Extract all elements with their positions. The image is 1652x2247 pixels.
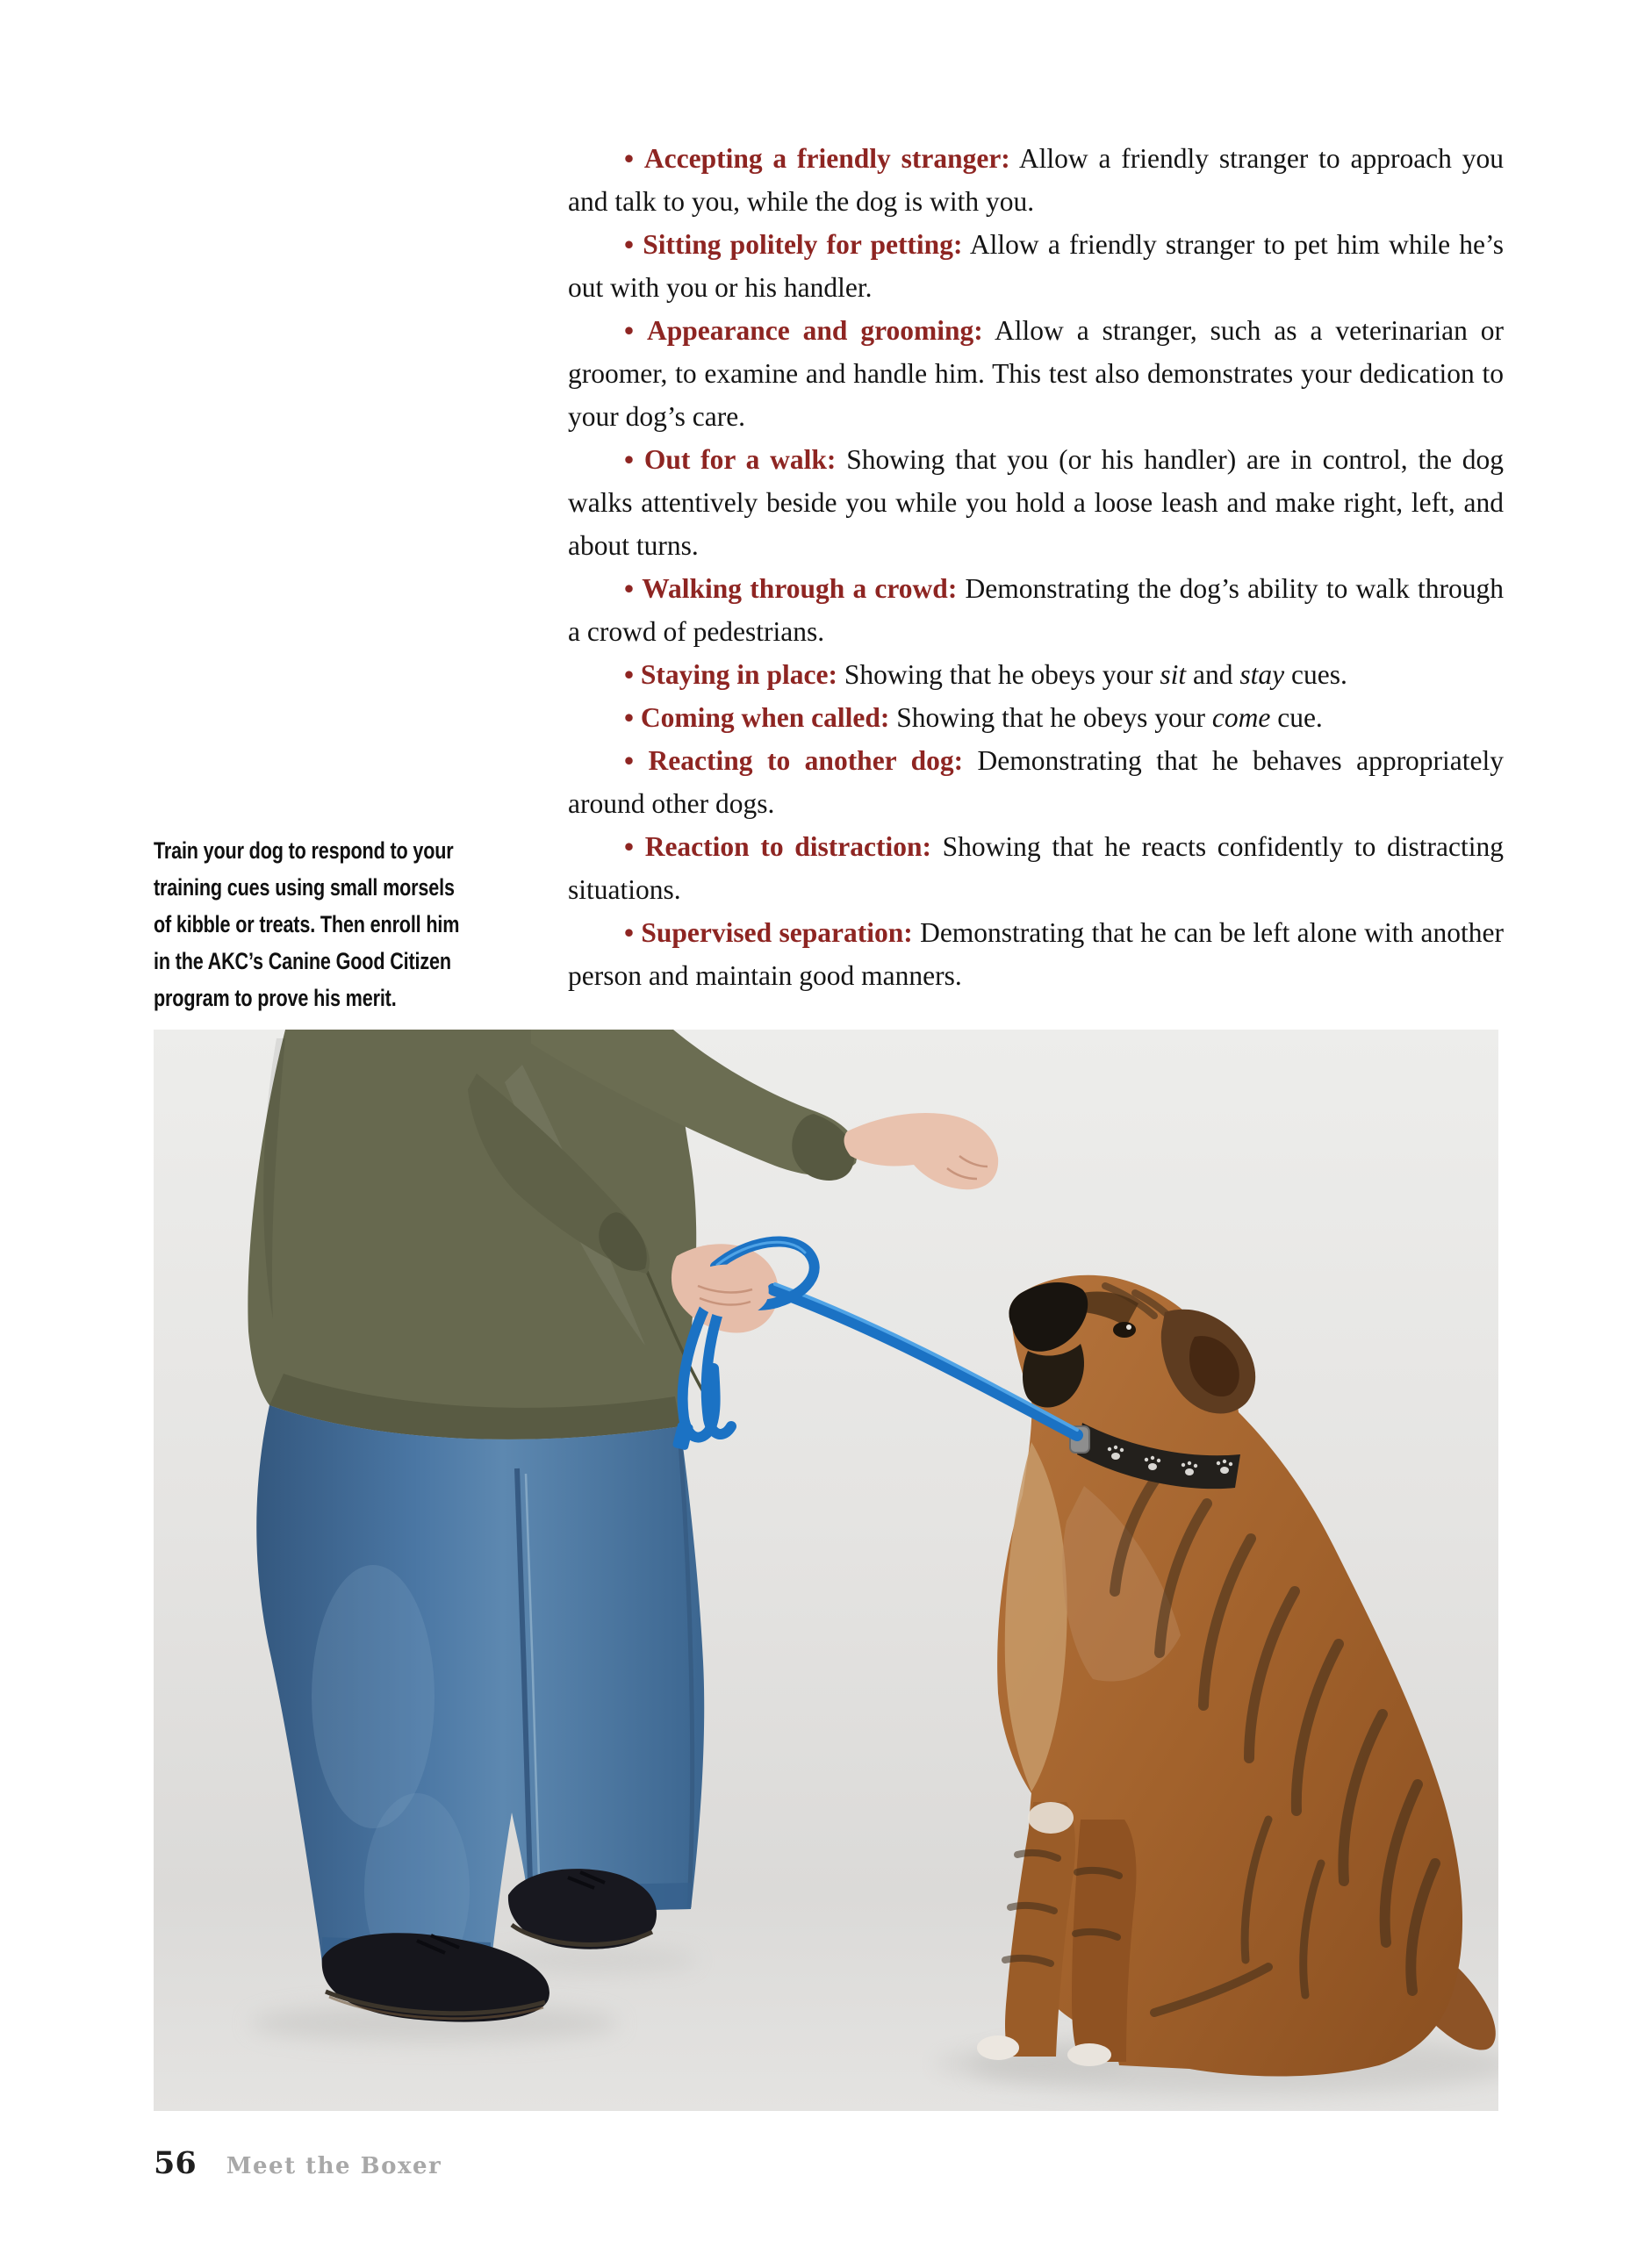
book-title: Meet the Boxer — [226, 2153, 442, 2179]
white-paw — [1067, 2043, 1111, 2066]
item-text: cues. — [1284, 659, 1347, 690]
bullet-item — [568, 438, 1504, 567]
bullet-icon: • — [624, 831, 645, 862]
item-lead: Sitting politely for petting: — [643, 229, 963, 260]
item-text: cue. — [1270, 702, 1323, 733]
item-lead: Appearance and grooming: — [646, 315, 983, 346]
item-lead: Walking through a crowd: — [642, 573, 958, 604]
item-text: stay — [1239, 659, 1285, 690]
training-photo-art — [154, 1030, 1498, 2111]
item-text: Allow a friendly stranger to approach you and talk to you, while the dog is with you. — [568, 143, 1504, 217]
caption-line: Train your dog to respond to your — [154, 837, 454, 864]
item-text: Allow a stranger, such as a veterinarian or groomer, to examine and handle him. This test also demonstrates your dedication to your dog’s care. — [568, 315, 1505, 432]
bullet-icon: • — [624, 745, 649, 776]
cgc-test-list — [568, 137, 1504, 997]
bullet-icon: • — [624, 229, 643, 260]
item-text: come — [1211, 702, 1271, 733]
item-text: and — [1186, 659, 1240, 690]
bullet-icon: • — [624, 315, 647, 346]
bullet-item — [568, 223, 1504, 309]
item-lead: Accepting a friendly stranger: — [643, 143, 1010, 174]
white-paw — [977, 2035, 1019, 2060]
bullet-icon: • — [624, 917, 642, 948]
dog-eye — [1113, 1322, 1136, 1338]
caption-line: training cues using small morsels — [154, 874, 455, 901]
item-lead: Coming when called: — [640, 702, 890, 733]
bullet-item — [568, 653, 1504, 696]
item-lead: Reacting to another dog: — [648, 745, 964, 776]
item-lead: Reaction to distraction: — [644, 831, 931, 862]
item-text: Allow a friendly stranger to pet him while he’s out with you or his handler. — [568, 229, 1504, 303]
item-text: Demonstrating that he can be left alone with another person and maintain good manners. — [568, 917, 1504, 991]
bullet-item — [568, 911, 1504, 997]
item-text: sit — [1160, 659, 1187, 690]
bullet-icon: • — [624, 573, 643, 604]
item-text: Showing that you (or his handler) are in control, the dog walks attentively beside you while you hold a loose leash and make right, left, and about turns. — [568, 444, 1505, 561]
page-footer — [154, 2145, 442, 2181]
item-text: Showing that he reacts confidently to distracting situations. — [568, 831, 1504, 905]
bullet-icon: • — [624, 659, 641, 690]
item-text: Showing that he obeys your — [889, 702, 1212, 733]
bullet-icon: • — [624, 143, 644, 174]
item-text: Demonstrating the dog’s ability to walk through a crowd of pedestrians. — [568, 573, 1504, 647]
bullet-icon: • — [624, 444, 644, 475]
dog-front-leg — [1072, 1820, 1137, 2062]
bullet-item — [568, 696, 1504, 739]
page-number: 56 — [154, 2145, 197, 2181]
training-photo — [154, 1030, 1498, 2111]
item-text: Showing that he obeys your — [837, 659, 1160, 690]
bullet-item — [568, 739, 1504, 825]
sidebar-caption — [154, 832, 519, 1016]
caption-line: program to prove his merit. — [154, 985, 397, 1011]
bullet-item — [568, 567, 1504, 653]
item-lead: Staying in place: — [640, 659, 837, 690]
caption-line: in the AKC’s Canine Good Citizen — [154, 948, 451, 974]
bullet-item — [568, 309, 1504, 438]
bullet-item — [568, 825, 1504, 911]
item-lead: Out for a walk: — [643, 444, 837, 475]
bullet-item — [568, 137, 1504, 223]
caption-line: of kibble or treats. Then enroll him — [154, 911, 460, 937]
item-lead: Supervised separation: — [641, 917, 913, 948]
bullet-icon: • — [624, 702, 641, 733]
item-text: Demonstrating that he behaves appropriately around other dogs. — [568, 745, 1505, 819]
